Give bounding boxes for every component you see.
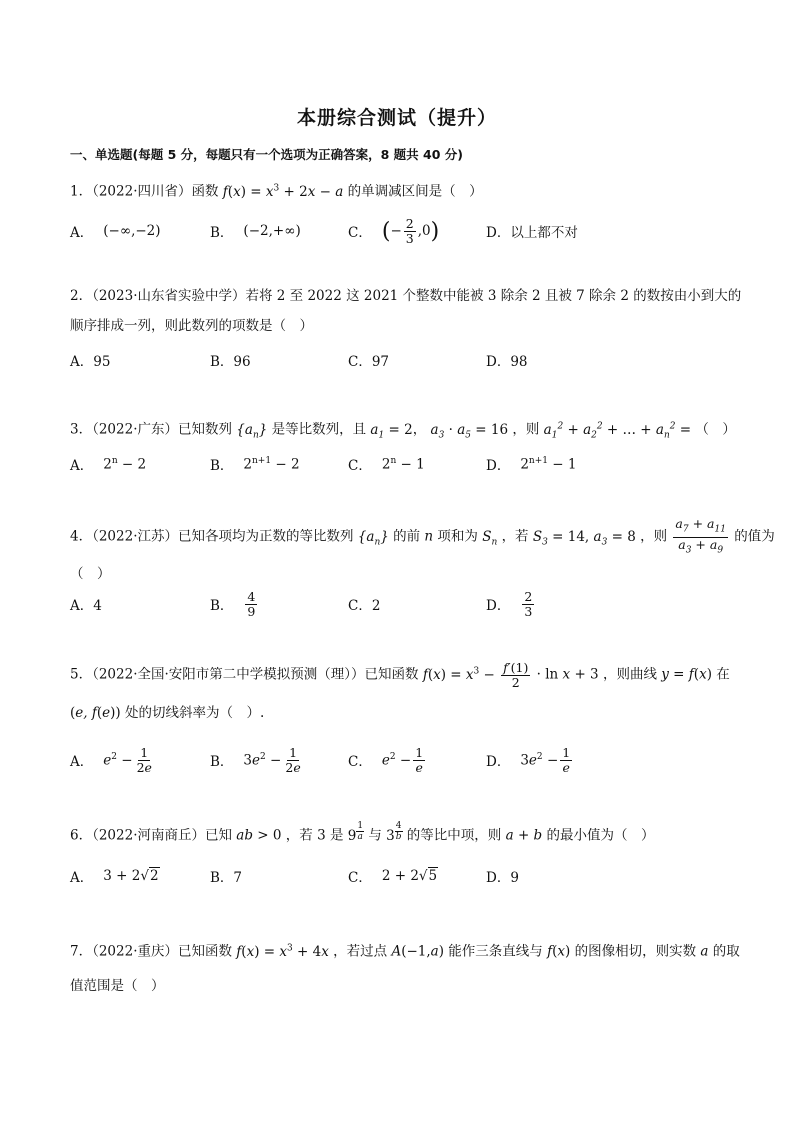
q4-options — [70, 589, 730, 619]
q4-option-b[interactable]: B． $\frac{4}{9}$ — [210, 588, 256, 619]
q3-option-b[interactable]: B． $2^{n+1} - 2$ — [210, 455, 300, 474]
q1-option-a[interactable]: A． (−∞,−2) — [70, 223, 161, 241]
question-7: 7．（2022·重庆）已知函数 $f(x) = x^3 + 4x$ ，若过点 A(−1,a) 能作三条直线与 f(x) 的图像相切，则实数 a 的取 值范围是（ ） — [70, 937, 730, 997]
q1-option-d[interactable]: D． 以上都不对 — [486, 225, 578, 241]
question-6: 6．（2022·河南商丘）已知 ab > 0 ，若 3 是 9 $^{\frac{1}{a}}$ 与 3 $^{\frac{4}{b}}$ 的等比中项，则 a + b 的最小值为（ ） — [70, 821, 655, 844]
q1-option-b[interactable]: B． (−2,+∞) — [210, 223, 301, 241]
q4-option-d[interactable]: D． $\frac{2}{3}$ — [486, 588, 533, 619]
q4-option-c[interactable]: C．2 — [348, 598, 381, 614]
q2-option-a[interactable]: A．95 — [70, 354, 111, 370]
question-1 — [70, 177, 730, 203]
section-heading: 一、单选题(每题 5 分，每题只有一个选项为正确答案，8 题共 40 分) — [70, 147, 463, 162]
q3-option-a[interactable]: A． $2^n - 2$ — [70, 455, 147, 474]
q5-option-d[interactable]: D． $3e^2$ − $\frac{1}{e}$ — [486, 744, 571, 775]
q5-options — [70, 745, 730, 775]
question-3: 3．（2022·广东）已知数列 $\{a_n\}$ 是等比数列，且 $a_1 = 2$， $a_3 \cdot a_5 = 16$ ，则 $a_1^2 + a_2^2$ + … + $a_n^2$ = （ ） — [70, 421, 736, 441]
q6-option-a[interactable]: A． 3 + 2√2 — [70, 868, 159, 886]
q3-option-d[interactable]: D． $2^{n+1} - 1$ — [486, 455, 577, 474]
q6-option-c[interactable]: C． 2 + 2√5 — [348, 868, 438, 886]
q5-option-c[interactable]: C． $e^2$ − $\frac{1}{e}$ — [348, 744, 424, 775]
q6-option-b[interactable]: B．7 — [210, 870, 243, 886]
question-5: 5．（2022·全国·安阳市第二中学模拟预测（理））已知函数 $f(x) = x^3$ − $\frac{f'(1)}{2}$ · ln x + 3 ，则曲线 y = f(x) 在 (e, f(e)) 处的切线斜率为（ ）. — [70, 659, 730, 721]
question-2 — [70, 285, 742, 337]
q2-options — [70, 345, 730, 375]
q1-options — [70, 216, 730, 246]
q5-option-b[interactable]: B． $3e^2$ − $\frac{1}{2e}$ — [210, 744, 301, 775]
q1-prefix: 1．（2022·四川省）函数 — [70, 183, 219, 200]
q2-line-1: 2．（2023·山东省实验中学）若将 2 至 2022 这 2021 个整数中能被 3 除余 2 且被 7 除余 2 的数按由小到大的 — [70, 288, 742, 304]
q3-options — [70, 449, 730, 479]
q4-option-a[interactable]: A．4 — [70, 598, 102, 614]
q4-line-2: （ ） — [70, 566, 111, 582]
q2-option-b[interactable]: B．96 — [210, 354, 251, 370]
q3-option-c[interactable]: C． $2^n - 1$ — [348, 455, 425, 474]
question-4: 4．（2022·江苏）已知各项均为正数的等比数列 $\{a_n\}$ 的前 n 项和为 $S_n$ ，若 $S_3 = 14$, $a_3 = 8$ ，则 $\frac{a_7 + a_{11}}{a_3 + a_9}$ 的值为 （ ） — [70, 517, 730, 585]
page-title: 本册综合测试（提升） — [296, 107, 497, 129]
q5-option-a[interactable]: A． $e^2$ − $\frac{1}{2e}$ — [70, 744, 152, 775]
q2-option-c[interactable]: C．97 — [348, 354, 390, 370]
q2-line-2: 顺序排成一列，则此数列的项数是（ ） — [70, 318, 313, 334]
q2-option-d[interactable]: D．98 — [486, 354, 528, 370]
q6-option-d[interactable]: D．9 — [486, 870, 519, 886]
q1-option-c[interactable]: C． ( − $\frac{2}{3}$ ,0 ) — [348, 215, 440, 246]
q1-function: $f(x) = x^3 + 2x - a$ — [222, 183, 344, 200]
q6-options — [70, 861, 730, 891]
q1-suffix: 的单调减区间是（ ） — [347, 183, 483, 200]
q7-line-2: 值范围是（ ） — [70, 977, 165, 994]
